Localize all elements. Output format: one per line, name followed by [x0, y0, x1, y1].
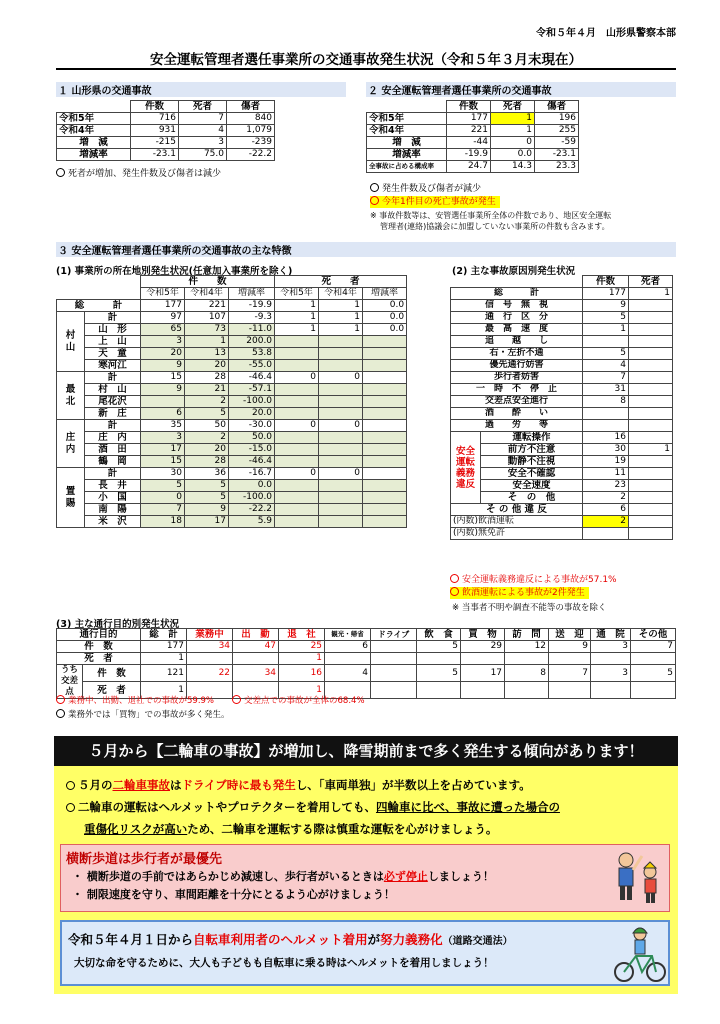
table-row: 優先通行妨害 4: [451, 360, 673, 372]
table1-title: (1) 事業所の所在地別発生状況(任意加入事業所を除く): [56, 266, 293, 277]
table-row: (内数)無免許: [451, 528, 673, 540]
table-row: 信 号 無 視 9: [451, 300, 673, 312]
table-row: 鶴 岡 15 28 -46.4: [57, 456, 407, 468]
section3-title: ３ 安全運転管理者選任事業所の交通事故の主な特徴: [56, 242, 676, 257]
table-row: 最 高 速 度 1: [451, 324, 673, 336]
table-row: 一 時 不 停 止 31: [451, 384, 673, 396]
cause-group-label: 安全 運転 義務 違反: [451, 432, 481, 504]
motorcycle-line-3: 重傷化リスクが高いため、二輪車を運転する際は慎重な運転を心がけましょう。: [84, 822, 498, 836]
table-row: 小 国 0 5 -100.0: [57, 492, 407, 504]
section2-table: 件数 死者 傷者 令和5年 177 1 196 令和4年 221 1 255 増 減 -44 0 -59 増減率 -19.9 0.0 -23.1 全事故に占める構成率 24.7 14.3 23.3: [366, 100, 579, 173]
table-row: 上 山 3 1 200.0: [57, 336, 407, 348]
table-row: 置 賜 計 30 36 -16.7 0 0: [57, 468, 407, 480]
table3-note-1: 業務中、出勤、退社での事故が59.9% 交差点での事故が全体の68.4%: [56, 695, 365, 707]
table-row: 交差点安全進行 8: [451, 396, 673, 408]
table-header-row: 通行目的 総 計 業務中 出 勤 退 社 観光・帰省 ドライブ 飲 食 買 物 訪 問 送 迎 通 院 その他: [57, 629, 676, 641]
section1-table: 件数 死者 傷者 令和5年 716 7 840 令和4年 931 4 1,079 増 減 -215 3 -239 増減率 -23.1 75.0 -22.2: [56, 100, 275, 161]
section2-note-1: 発生件数及び傷者が減少: [370, 183, 481, 195]
section2-title: ２ 安全運転管理者選任事業所の交通事故: [366, 82, 676, 97]
table-row: 総 計 177 1: [451, 288, 673, 300]
purpose-table: [56, 628, 676, 699]
table-row: 安全 運転 義務 違反 運転操作 16: [451, 432, 673, 444]
motorcycle-banner: ５月から【二輪車の事故】が増加し、降雪期前まで多く発生する傾向があります！: [54, 736, 678, 766]
table2-title: (2) 主な事故原因別発生状況: [452, 266, 576, 277]
table-row: 米 沢 18 17 5.9: [57, 516, 407, 528]
table-row: 動静不注視 19: [451, 456, 673, 468]
table-row: 庄 内 計 35 50 -30.0 0 0: [57, 420, 407, 432]
table-row: 村 山 9 21 -57.1: [57, 384, 407, 396]
table-row: 件 数 177 34 47 25 6 5 29 12 9 3 7: [57, 641, 676, 653]
table-row: 前方不注意 30 1: [451, 444, 673, 456]
cause-table: 件数 死者 総 計 177 1 信 号 無 視 9 通 行 区 分 5 最 高 速 度 1 追 越 し 右・左折不通 5 優先通行妨害 4 歩行者妨害 7 一 時 不 停 止 31 交差点安全進行 8 酒 酔 い 過 労 等 安全 運転 義務 違反 運転操作 16 前方不注意 30 1 動静不注視 19 安全不確認 11 安全速度 23 そ の 他 2 そ の 他 違 反 6 (内数)飲酒運転 2 (内数)無免許: [450, 275, 673, 540]
table-row: うち 交差点 件 数 121 22 34 16 4 5 17 8 7 3 5: [57, 665, 676, 682]
pedestrian-title: 横断歩道は歩行者が最優先: [66, 852, 223, 867]
table-row: 死 者 1 1: [57, 653, 676, 665]
table-row: (内数)飲酒運転 2: [451, 516, 673, 528]
table2-note-1: 安全運転義務違反による事故が57.1%: [450, 574, 617, 586]
pedestrian-line-1: ・ 横断歩道の手前ではあらかじめ減速し、歩行者がいるときは必ず停止しましょう！: [72, 870, 494, 883]
table-row: 追 越 し: [451, 336, 673, 348]
table-row: 安全不確認 11: [451, 468, 673, 480]
pedestrian-line-2: ・ 制限速度を守り、車間距離を十分にとるよう心がけましょう！: [72, 888, 395, 901]
helmet-line-1: 令和５年４月１日から自転車利用者のヘルメット着用が努力義務化（道路交通法）: [68, 932, 513, 947]
table2-note-2: 飲酒運転による事故が2件発生: [450, 587, 589, 599]
table-row: 安全速度 23: [451, 480, 673, 492]
table-row: 酒 酔 い: [451, 408, 673, 420]
region-rows: [57, 312, 407, 528]
table-row: 歩行者妨害 7: [451, 372, 673, 384]
table2-remark: ※ 当事者不明や調査不能等の事故を除く: [452, 603, 607, 613]
page-title: 安全運転管理者選任事業所の交通事故発生状況（令和５年３月末現在）: [56, 48, 676, 70]
table3-note-2: 業務外では「買物」での事故が多く発生。: [56, 709, 230, 721]
table-row: 最 北 計 15 28 -46.4 0 0: [57, 372, 407, 384]
location-table: 件 数 死 者 令和5年 令和4年 増減率 令和5年 令和4年 増減率 総 計 177 221 -19.9 1 1 0.0 村 山 計 97 107 -9.3 1 1 0.0 山 形 65 73 -11.0 1 1 0.0 上 山 3 1 200.0 天 童 20 13 53.8 寒河江 9 20 -55.0 最 北 計 15 28 -46.4 0 0 村 山 9 21 -57.1 尾花沢 2 -100.0 新 庄 6 5 20.0 庄 内 計 35 50 -30.0 0 0 庄 内 3 2 50.0 酒 田 17 20 -15.0 鶴 岡 15 28 -46.4 置 賜 計 30 36 -16.7 0 0 長 井 5 5 0.0 小 国 0 5 -100.0 南 陽 7 9 -22.2 米 沢 18 17 5.9: [56, 275, 407, 528]
region-name: 村 山: [57, 312, 85, 372]
motorcycle-line-2: 二輪車の運転はヘルメットやプロテクターを着用しても、四輪車に比べ、事故に遭った場合の: [66, 798, 560, 816]
table-row: 死 者 1 1: [57, 682, 676, 699]
table-row: そ の 他 違 反 6: [451, 504, 673, 516]
table-row: 村 山 計 97 107 -9.3 1 1 0.0: [57, 312, 407, 324]
table-row: 長 井 5 5 0.0: [57, 480, 407, 492]
section1-title: １ 山形県の交通事故: [56, 82, 346, 97]
table-row: 新 庄 6 5 20.0: [57, 408, 407, 420]
table-row: 天 童 20 13 53.8: [57, 348, 407, 360]
table-row: 通 行 区 分 5: [451, 312, 673, 324]
table-row: そ の 他 2: [451, 492, 673, 504]
region-name: 置 賜: [57, 468, 85, 528]
table-row: 酒 田 17 20 -15.0: [57, 444, 407, 456]
table-row: 南 陽 7 9 -22.2: [57, 504, 407, 516]
region-name: 庄 内: [57, 420, 85, 468]
table-row: 右・左折不通 5: [451, 348, 673, 360]
pedestrian-illustration: [604, 846, 668, 910]
motorcycle-line-1: ５月の二輪車事故はドライブ時に最も発生し、「車両単独」が半数以上を占めています。: [66, 776, 531, 794]
table3-title: (3) 主な通行目的別発生状況: [56, 619, 180, 630]
section2-remark-2: 管理者(連絡)協議会に加盟していない事業所の件数も含みます。: [380, 222, 610, 231]
table-row: 尾花沢 2 -100.0: [57, 396, 407, 408]
table-row: 庄 内 3 2 50.0: [57, 432, 407, 444]
bicycle-illustration: [612, 922, 668, 984]
org-line: 令和５年４月 山形県警察本部: [536, 28, 676, 39]
table-row: 山 形 65 73 -11.0 1 1 0.0: [57, 324, 407, 336]
table-row: 寒河江 9 20 -55.0: [57, 360, 407, 372]
section1-note: 死者が増加、発生件数及び傷者は減少: [56, 168, 221, 180]
region-name: 最 北: [57, 372, 85, 420]
helmet-line-2: 大切な命を守るために、大人も子どもも自転車に乗る時はヘルメットを着用しましょう！: [74, 957, 494, 969]
table-row: 過 労 等: [451, 420, 673, 432]
section2-note-2: 今年1件目の死亡事故が発生: [370, 196, 500, 208]
section2-remark-1: ※ 事故件数等は、安管選任事業所全体の件数であり、地区安全運転: [370, 211, 612, 220]
